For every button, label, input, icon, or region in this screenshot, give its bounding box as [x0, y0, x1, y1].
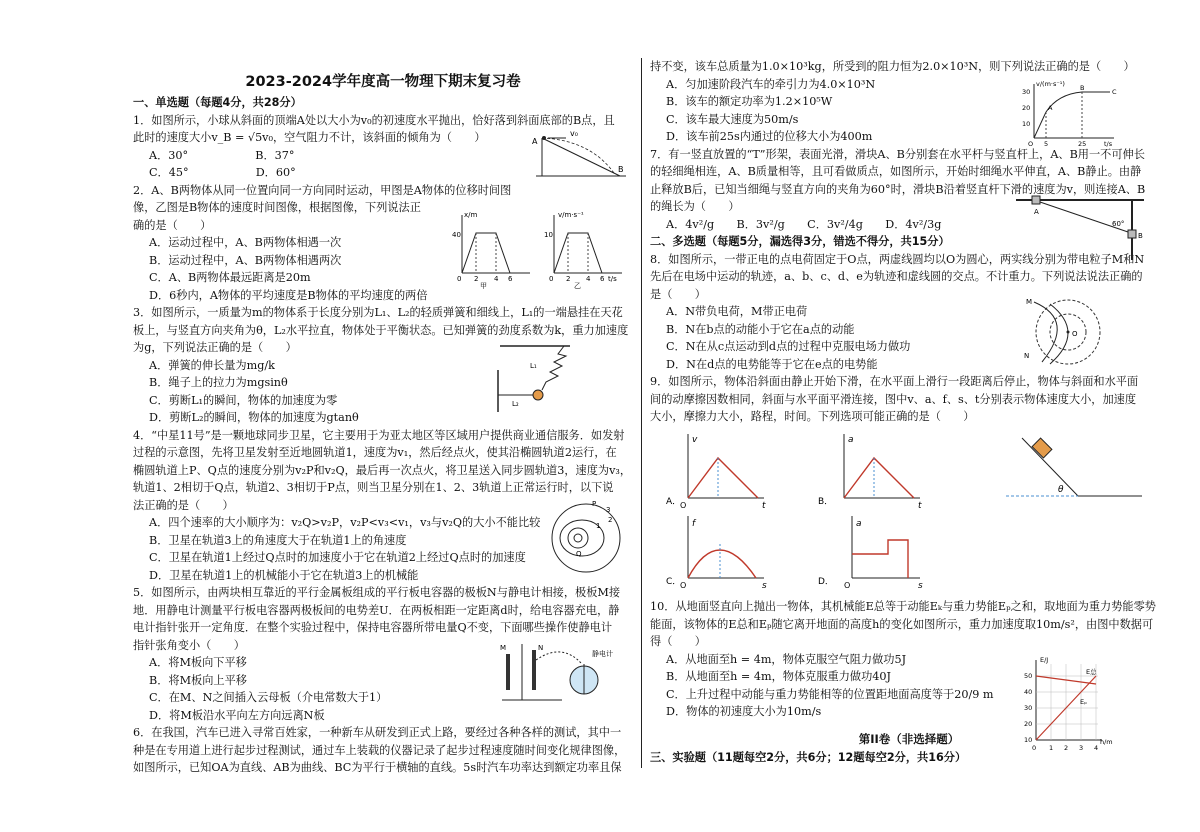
- left-line: C．卫星在轨道1上经过Q点时的加速度小于它在轨道2上经过Q点时的加速度: [149, 551, 526, 564]
- q8-label-m: M: [1026, 298, 1033, 306]
- q8-label-n: N: [1024, 352, 1030, 360]
- q7-label-angle: 60°: [1112, 220, 1125, 228]
- q9-label-theta: θ: [1058, 485, 1064, 495]
- q2-ylabel-a: x/m: [464, 211, 478, 219]
- q7-figure: [1012, 190, 1152, 262]
- right-line: A．4v²/g B．3v²/g C．3v²/4g D．4v²/3g: [666, 217, 942, 231]
- q2-tick-4a: 4: [494, 275, 499, 283]
- q6-figure: [1014, 80, 1124, 150]
- right2-line: C．上升过程中动能与重力势能相等的位置距地面高度等于20/9 m: [666, 687, 994, 701]
- right-line: A．N带负电荷，M带正电荷: [666, 305, 808, 318]
- q2-tick-6a: 6: [508, 275, 513, 283]
- left-line: D．将M板沿水平向左方向远离N板: [149, 708, 325, 722]
- q1-label-b: B: [618, 165, 624, 174]
- q6-tick-30: 30: [1022, 88, 1031, 96]
- left-line: 椭圆轨道上P、Q点的速度分别为v₂P和v₂Q，最后再一次点火，将卫星送入同步圆轨道3，速度为v₃，: [133, 463, 632, 477]
- q9-option-d: D．: [818, 577, 834, 587]
- q10-tick-40: 40: [1024, 688, 1033, 696]
- right2-line: 10．从地面竖直向上抛出一物体，其机械能E总等于动能Eₖ与重力势能Eₚ之和，取地面为重力势能零势: [650, 600, 1156, 613]
- right-line: 的绳长为（ ）: [650, 200, 740, 213]
- q2-figure: [452, 209, 632, 290]
- right2-line: 得（ ）: [650, 635, 706, 648]
- left-line: B．运动过程中，A、B两物体相遇两次: [149, 253, 342, 267]
- left-line: 板上，与竖直方向夹角为θ，L₂水平拉直，物体处于平衡状态。已知弹簧的劲度系数为k，重力加速度: [133, 323, 629, 337]
- left-line: 法正确的是（ ）: [133, 498, 234, 512]
- q6-ylabel: v/(m·s⁻¹): [1036, 80, 1065, 88]
- q3-label-l2: L₂: [512, 400, 519, 408]
- q9-d-origin: O: [844, 581, 851, 590]
- q4-label-q: Q: [576, 550, 582, 558]
- right-line: A．匀加速阶段汽车的牵引力为4.0×10³N: [666, 77, 876, 91]
- q6-xlabel: t/s: [1104, 140, 1113, 148]
- q6-origin: O: [1028, 140, 1034, 148]
- right-line: 是（ ）: [650, 287, 706, 301]
- q9-a-origin: O: [680, 501, 687, 510]
- q10-label-ep: Eₚ: [1080, 698, 1087, 706]
- left-line: D．卫星在轨道1上的机械能小于它在轨道3上的机械能: [149, 568, 419, 582]
- q2-tick-2a: 2: [474, 275, 479, 283]
- q10-ylabel: E/J: [1040, 656, 1049, 664]
- q2-tick-4b: 4: [586, 275, 591, 283]
- q9-option-a: A．: [666, 497, 682, 507]
- q4-label-2: 2: [608, 516, 613, 524]
- q9-b-xlabel: t: [918, 501, 922, 511]
- q2-tick-6b: 6: [600, 275, 605, 283]
- left-line: 确的是（ ）: [133, 218, 212, 232]
- q9-figure: [666, 432, 1146, 592]
- q10-tick-2: 2: [1064, 744, 1069, 752]
- right-line: D．N在d点的电势能等于它在e点的电势能: [666, 357, 878, 371]
- right2-line: B．从地面至h = 4m，物体克服重力做功40J: [666, 670, 891, 683]
- left-line: 2．A、B两物体从同一位置向同一方向同时运动，甲图是A物体的位移时间图: [133, 183, 512, 197]
- right-line: 二、多选题（每题5分，漏选得3分，错选不得分，共15分）: [650, 235, 950, 248]
- right2-line: D．物体的初速度大小为10m/s: [666, 705, 822, 718]
- q5-label-meter: 静电计: [592, 650, 613, 658]
- q6-label-c: C: [1112, 88, 1117, 96]
- q10-tick-30: 30: [1024, 704, 1033, 712]
- right-line: 间的动摩擦因数相同，斜面与水平面平滑连接，图中v、a、f、s、t分别表示物体速度大小，加速度: [650, 392, 1137, 406]
- q6-tick-10: 10: [1022, 120, 1031, 128]
- q2-tick-10: 10: [544, 231, 553, 239]
- left-line: C．A、B两物体最远距离是20m: [149, 271, 311, 284]
- right2-line: 能面，该物体的E总和Eₚ随它离开地面的高度h的变化如图所示，重力加速度取10m/s²，由图中数据可: [650, 617, 1154, 631]
- q10-tick-10: 10: [1024, 736, 1033, 744]
- q9-a-ylabel: v: [692, 435, 698, 445]
- q9-b-ylabel: a: [848, 435, 854, 445]
- q9-c-xlabel: s: [762, 581, 767, 591]
- left-line: 5．如图所示，由两块相互靠近的平行金属板组成的平行板电容器的极板N与静电计相接，极板M接: [133, 586, 621, 599]
- q2-origin-b: 0: [549, 275, 554, 283]
- q6-tick-25: 25: [1078, 140, 1087, 148]
- q10-tick-50: 50: [1024, 672, 1033, 680]
- q2-ylabel-b: v/m·s⁻¹: [558, 211, 584, 219]
- q1-label-a: A: [532, 137, 538, 146]
- q9-d-xlabel: s: [918, 581, 923, 591]
- right-line: 止释放B后，已知当细绳与竖直方向的夹角为60°时，滑块B沿着竖直杆下滑的速度为v，则连接A、B: [650, 182, 1146, 196]
- left-line: B．卫星在轨道3上的角速度大于在轨道1上的角速度: [149, 533, 407, 547]
- q2-caption-jia: 甲: [480, 282, 487, 290]
- left-line: C．45° D．60°: [149, 166, 296, 179]
- q9-option-c: C．: [666, 577, 682, 587]
- right-line: 大小，摩擦力大小，路程，时间。下列选项可能正确的是（ ）: [650, 410, 975, 423]
- right-line: 8．如图所示，一带正电的点电荷固定于O点，两虚线圆均以O为圆心，两实线分别为带电粒子M和N: [650, 252, 1145, 266]
- q10-tick-4: 4: [1094, 744, 1099, 752]
- q4-figure: [548, 498, 626, 576]
- right-line: 先后在电场中运动的轨迹，a、b、c、d、e为轨迹和虚线圆的交点。不计重力。下列说法说法正确的: [650, 270, 1143, 283]
- q6-tick-5: 5: [1044, 140, 1049, 148]
- q4-label-p: P: [592, 500, 597, 508]
- right-line: 7．有一竖直放置的“T”形架，表面光滑，滑块A、B分别套在水平杆与竖直杆上，A、B用一不可伸长: [650, 147, 1145, 161]
- q9-a-xlabel: t: [762, 501, 766, 511]
- left-line: 1．如图所示，小球从斜面的顶端A处以大小为v₀的初速度水平抛出，恰好落到斜面底部的B点，且: [133, 113, 615, 127]
- q9-c-origin: O: [680, 581, 687, 590]
- left-line: A．四个速率的大小顺序为：v₂Q>v₂P，v₂P<v₃<v₁，v₃与v₂Q的大小不能比较: [149, 516, 541, 529]
- q9-option-b: B．: [818, 497, 834, 507]
- left-line: 种是在专用道上进行起步过程测试，通过车上装载的仪器记录了起步过程速度随时间变化规律图像，: [133, 743, 626, 757]
- left-line: 3．如图所示，一质量为m的物体系于长度分别为L₁、L₂的轻质弹簧和细线上，L₁的一端悬挂在天花: [133, 306, 623, 319]
- left-line: D．剪断L₂的瞬间，物体的加速度为gtanθ: [149, 411, 359, 424]
- left-line: B．将M板向上平移: [149, 673, 247, 687]
- left-line: C．剪断L₁的瞬间，物体的加速度为零: [149, 393, 338, 407]
- part3-heading: 三、实验题（11题每空2分，共6分；12题每空2分，共16分）: [650, 751, 967, 764]
- right-line: 的轻细绳相连，A、B质量相等，且可看做质点，如图所示，开始时细绳水平伸直，A、B静止。由静: [650, 165, 1142, 178]
- q2-tick-40: 40: [452, 231, 461, 239]
- right-line: D．该车前25s内通过的位移大小为400m: [666, 130, 873, 143]
- left-line: 此时的速度大小v_B = √5v₀，空气阻力不计，该斜面的倾角为（ ）: [133, 131, 486, 144]
- right-line: B．该车的额定功率为1.2×10⁵W: [666, 95, 833, 108]
- left-line: 6．在我国，汽车已进入寻常百姓家，一种新车从研发到正式上路，要经过各种各样的测试，其中一: [133, 726, 622, 739]
- left-line: 像，乙图是B物体的速度时间图像，根据图像，下列说法正: [133, 201, 421, 214]
- page-title: 2023-2024学年度高一物理下期末复习卷: [245, 74, 521, 90]
- q10-label-etotal: E总: [1086, 668, 1097, 676]
- q5-label-n: N: [538, 644, 544, 652]
- left-line: C．在M、N之间插入云母板（介电常数大于1）: [149, 691, 388, 704]
- left-line: A．30° B．37°: [149, 148, 295, 162]
- q9-c-ylabel: f: [692, 519, 696, 529]
- right2-line: A．从地面至h = 4m，物体克服空气阻力做功5J: [666, 652, 907, 666]
- right-line: C．该车最大速度为50m/s: [666, 112, 799, 126]
- q8-figure: [1020, 296, 1110, 368]
- q4-label-1: 1: [596, 522, 601, 530]
- q10-tick-20: 20: [1024, 720, 1033, 728]
- q1-label-v0: v₀: [570, 129, 578, 138]
- q7-label-a: A: [1034, 208, 1039, 216]
- right-line: 持不变，该车总质量为1.0×10³kg，所受到的阻力恒为2.0×10³N，则下列说法正确的是（ ）: [650, 60, 1135, 73]
- left-line: A．弹簧的伸长量为mg/k: [149, 358, 275, 372]
- left-line: 如图所示，已知OA为直线、AB为曲线、BC为平行于横轴的直线。5s时汽车功率达到额定功率且保: [133, 761, 622, 774]
- q2-origin-a: 0: [457, 275, 462, 283]
- q5-figure: [492, 640, 632, 710]
- left-line: 指针张角变小（ ）: [133, 638, 245, 652]
- left-line: 过程的示意图，先将卫星发射至近地圆轨道1，速度为v₁，然后经点火，使其沿椭圆轨道2运行，在: [133, 446, 617, 459]
- q3-figure: [492, 340, 572, 415]
- q10-tick-3: 3: [1079, 744, 1084, 752]
- right-line: B．N在b点的动能小于它在a点的动能: [666, 322, 855, 336]
- left-line: A．将M板向下平移: [149, 656, 247, 669]
- q6-label-a: A: [1048, 104, 1053, 112]
- left-line: A．运动过程中，A、B两物体相遇一次: [149, 236, 342, 249]
- q10-tick-1: 1: [1049, 744, 1054, 752]
- right-line: C．N在从c点运动到d点的过程中克服电场力做功: [666, 340, 911, 353]
- q4-label-3: 3: [606, 506, 611, 514]
- q5-label-m: M: [500, 644, 507, 652]
- left-line: 为g，下列说法正确的是（ ）: [133, 341, 297, 354]
- column-divider: [641, 58, 642, 768]
- left-line: B．绳子上的拉力为mgsinθ: [149, 376, 288, 389]
- q2-tick-2b: 2: [566, 275, 571, 283]
- left-line: 电计指针张开一定角度．在整个实验过程中，保持电容器所带电量Q不变，下面哪些操作使静电计: [133, 621, 613, 634]
- part2-heading: 第II卷（非选择题）: [858, 732, 960, 746]
- q1-figure: [530, 130, 630, 182]
- q10-figure: [1020, 654, 1113, 752]
- q3-label-l1: L₁: [530, 362, 537, 370]
- q9-d-ylabel: a: [856, 519, 862, 529]
- q7-label-b: B: [1138, 232, 1143, 240]
- left-line: 轨道1、2相切于Q点，轨道2、3相切于P点，则当卫星分别在1、2、3轨道上正常运行时，以下说: [133, 481, 614, 494]
- q2-caption-yi: 乙: [574, 282, 581, 290]
- left-line: 地．用静电计测量平行板电容器两极板间的电势差U．在两板相距一定距离d时，给电容器充电，静: [133, 603, 620, 617]
- left-line: 一、单选题（每题4分，共28分）: [133, 96, 302, 109]
- q10-xlabel: h/m: [1100, 738, 1113, 746]
- q2-xlabel-b: t/s: [608, 275, 617, 283]
- left-line: D．6秒内，A物体的平均速度是B物体的平均速度的两倍: [149, 288, 428, 302]
- q6-tick-20: 20: [1022, 104, 1031, 112]
- q10-origin: 0: [1032, 744, 1037, 752]
- left-line: 4．“中星11号”是一颗地球同步卫星，它主要用于为亚太地区等区域用户提供商业通信服务．如发射: [133, 428, 625, 442]
- right-line: 9．如图所示，物体沿斜面由静止开始下滑，在水平面上滑行一段距离后停止，物体与斜面和水平面: [650, 375, 1139, 388]
- q8-label-o: O: [1072, 330, 1078, 338]
- q6-label-b: B: [1080, 84, 1085, 92]
